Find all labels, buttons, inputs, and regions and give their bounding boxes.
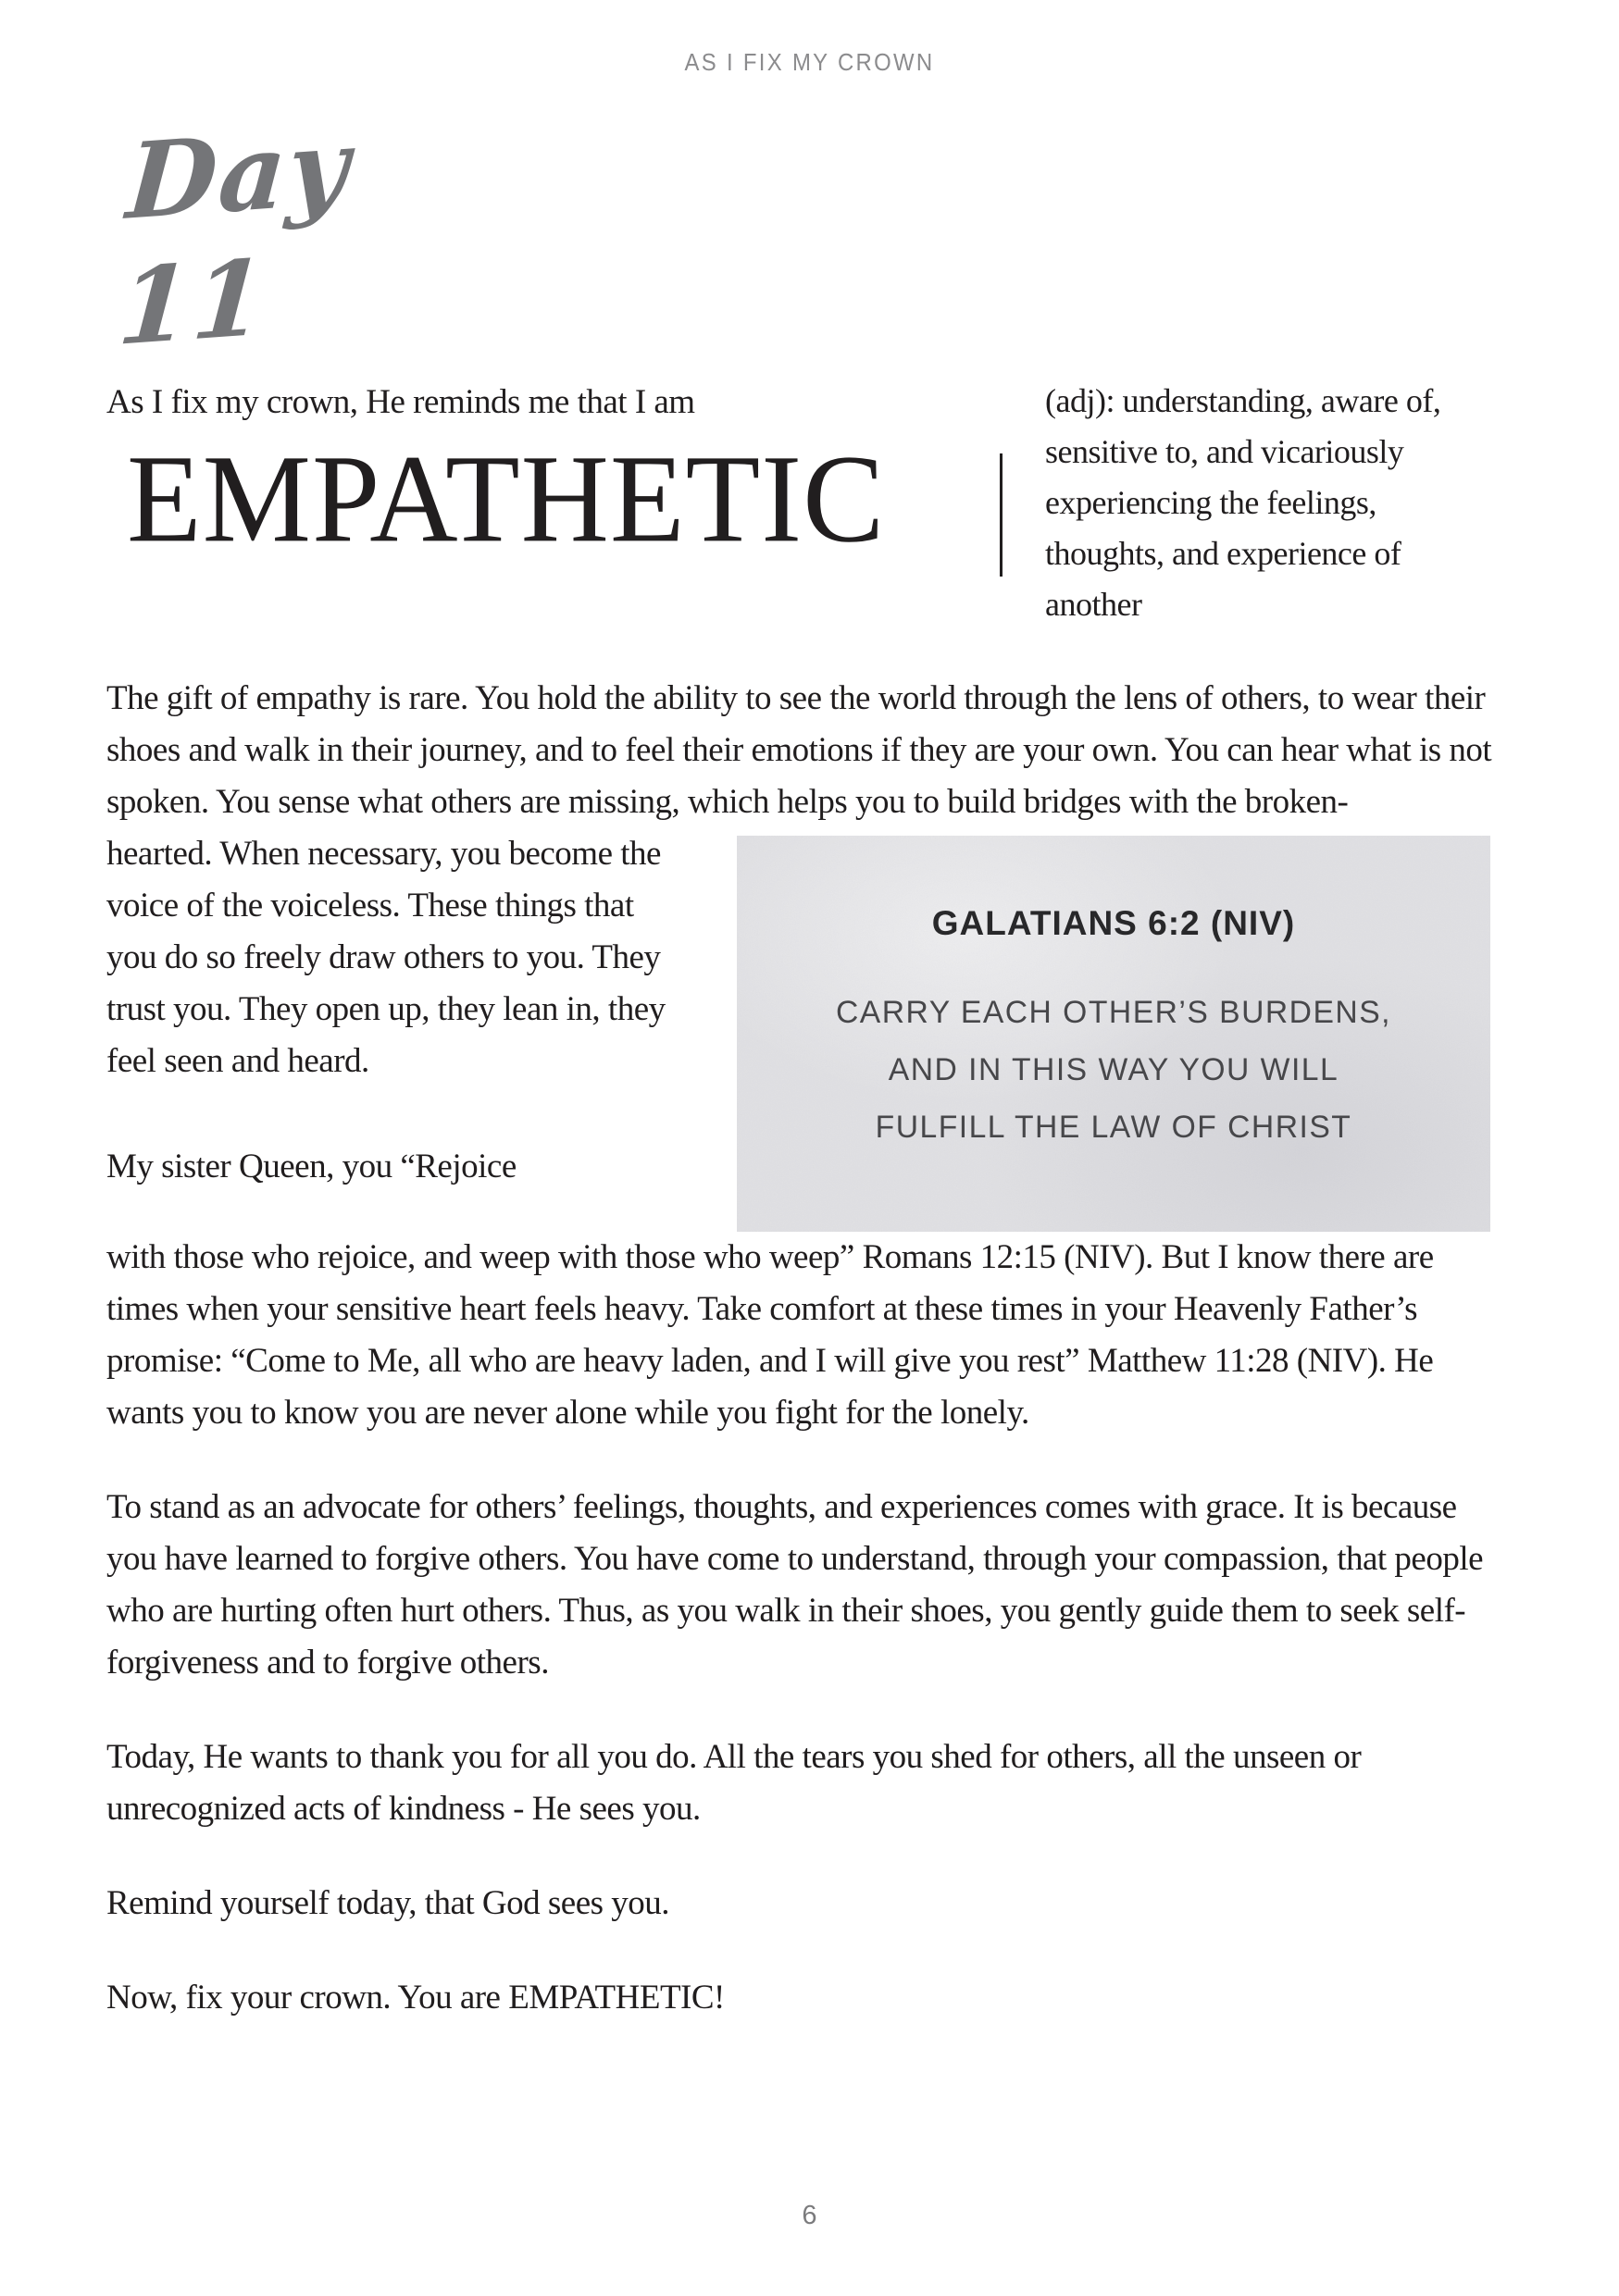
body-paragraph: hearted. When necessary, you become the voice of the voiceless. These things that you do so freely draw others to you. They trust you. They open up, they lean in, they feel seen and heard. [106,835,666,1080]
verse-box-content [765,904,1463,1156]
affirmation-left-column [106,376,998,569]
verse-line: FULFILL THE LAW OF CHRIST [875,1110,1352,1145]
body-paragraph: Today, He wants to thank you for all you do. All the tears you shed for others, all the unseen or unrecognized acts of kindness - He sees you. [106,1738,1362,1828]
narrow-text-column [106,828,691,1232]
body-paragraph: Remind yourself today, that God sees you. [106,1884,670,1922]
running-header: AS I FIX MY CROWN [684,48,935,76]
body-paragraph: The gift of empathy is rare. You hold the ability to see the world through the lens of others, to wear their shoes and walk in their journey, and to feel their emotions if they are your own. You can hear what is not spoken. You sense what others are missing, which helps you to build bridges with the broken- [106,679,1492,821]
verse-box [737,836,1490,1232]
affirmation-section [106,376,1513,630]
definition-text: (adj): understanding, aware of, sensitive to, and vicariously experiencing the feelings, thoughts, and experience of another [1045,382,1441,623]
body-paragraph: My sister Queen, you “Rejoice [106,1148,517,1185]
verse-reference: GALATIANS 6:2 (NIV) [931,904,1296,942]
page-number: 6 [802,2201,817,2230]
affirmation-word: EMPATHETIC [127,428,886,569]
verse-line: CARRY EACH OTHER’S BURDENS, [836,995,1391,1030]
wrapped-text-section [106,673,1513,1232]
affirmation-intro: As I fix my crown, He reminds me that I am [106,383,695,421]
day-heading: Day 11 [114,105,355,369]
body-paragraph: To stand as an advocate for others’ feelings, thoughts, and experiences comes with grace. It is because you have learned to forgive others. You have come to understand, through your compassion, that people who are hurting often hurt others. Thus, as you walk in their shoes, you gently guide them to seek self-forgiveness and to forgive others. [106,1488,1484,1682]
verse-line: AND IN THIS WAY YOU WILL [888,1052,1339,1087]
body-paragraph: Now, fix your crown. You are EMPATHETIC! [106,1979,725,2017]
body-paragraph: with those who rejoice, and weep with those who weep” Romans 12:15 (NIV). But I know there are times when your sensitive heart feels heavy. Take comfort at these times in your Heavenly Father’s promise: “Come to Me, all who are heavy laden, and I will give you rest” Matthew 11:28 (NIV). He wants you to know you are never alone while you fight for the lonely. [106,1238,1434,1432]
definition-divider [1000,453,1003,577]
